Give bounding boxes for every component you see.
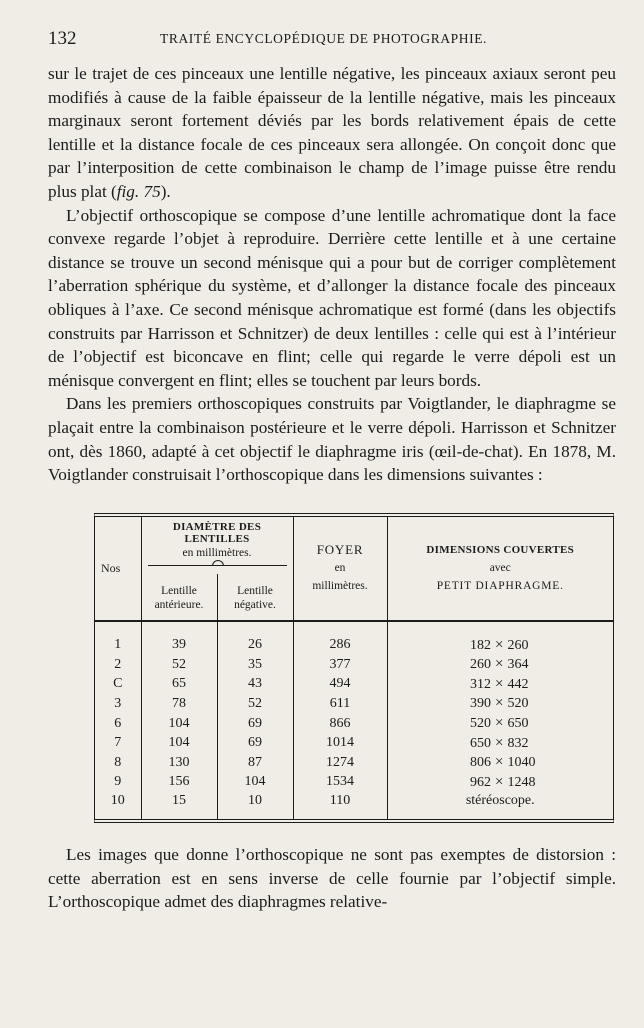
cell-front-lens: 130 <box>141 753 217 773</box>
cell-focal: 377 <box>293 655 387 675</box>
paragraph-3: Dans les premiers orthoscopiques construits par Voigtlander, le diaphragme se plaçait entre la combinaison postérieure et le verre dépoli. Harrisson et Schnitzer ont, dès 1860, adapté à cet objectif le diaphragme iris (œil-de-chat). En 1878, M. Voigtlander construisait l’orthoscopique dans les dimensions suivantes : <box>48 394 616 485</box>
cell-number: 8 <box>95 753 141 773</box>
header-focal <box>293 517 387 621</box>
table-row <box>95 753 613 773</box>
table-row <box>95 714 613 734</box>
cell-dimensions <box>387 694 613 714</box>
cell-focal: 1274 <box>293 753 387 773</box>
times-sign: × <box>495 773 504 790</box>
times-sign: × <box>495 695 504 712</box>
paragraph-2: L’objectif orthoscopique se compose d’une lentille achromatique dont la face convexe regarde l’objet à reproduire. Derrière cette lentille et à une certaine distance se trouve un second ménisque qui a pour but de corriger complètement l’aberration sphérique du système, et d’allonger la distance focale des pinceaux obliques à l’axe. Ce second ménisque achromatique est formé (dans les objectifs construits par Harrisson et Schnitzer) de deux lentilles : celle qui est à l’intérieur de l’objectif est biconcave en flint; celle qui regarde le verre dépoli est un ménisque convergent en flint; elles se touchent par leurs bords. <box>48 205 616 390</box>
header-dimensions-title: DIMENSIONS COUVERTES <box>426 544 575 557</box>
paragraph-1 <box>48 62 616 204</box>
times-sign: × <box>495 636 504 653</box>
table-row <box>95 694 613 714</box>
cell-negative-lens: 87 <box>217 753 293 773</box>
header-diameter <box>141 517 293 574</box>
times-sign: × <box>495 675 504 692</box>
cell-focal: 110 <box>293 792 387 819</box>
times-sign: × <box>495 754 504 771</box>
cell-negative-lens: 43 <box>217 675 293 695</box>
cell-number: 3 <box>95 694 141 714</box>
cell-dimensions <box>387 714 613 734</box>
cell-front-lens: 39 <box>141 621 217 656</box>
cell-negative-lens: 10 <box>217 792 293 819</box>
figure-reference: fig. 75 <box>116 181 161 201</box>
cell-dimensions <box>387 621 613 656</box>
cell-dimensions <box>387 773 613 793</box>
cell-dimensions <box>387 734 613 754</box>
cell-front-lens: 104 <box>141 714 217 734</box>
cell-number: 9 <box>95 773 141 793</box>
cell-focal: 494 <box>293 675 387 695</box>
cell-number: 7 <box>95 734 141 754</box>
header-dimensions-avec: avec <box>489 562 511 575</box>
dim-width: 806 <box>470 755 492 771</box>
dim-height: 1040 <box>507 755 536 771</box>
cell-front-lens: 78 <box>141 694 217 714</box>
dim-width: 312 <box>470 676 492 692</box>
times-sign: × <box>495 715 504 732</box>
header-focal-title: FOYER <box>316 542 364 558</box>
header-front-lens: Lentille antérieure. <box>141 574 217 621</box>
cell-negative-lens: 52 <box>217 694 293 714</box>
cell-front-lens: 104 <box>141 734 217 754</box>
cell-focal: 1534 <box>293 773 387 793</box>
times-sign: × <box>495 734 504 751</box>
lens-dimensions-table-frame <box>94 513 614 823</box>
cell-negative-lens: 26 <box>217 621 293 656</box>
dim-height: 650 <box>507 716 529 732</box>
dim-height: 520 <box>507 696 529 712</box>
dim-width: 260 <box>470 657 492 673</box>
paragraph-1-end: ). <box>160 181 171 201</box>
table-row <box>95 792 613 819</box>
dim-width: 182 <box>470 637 492 653</box>
cell-negative-lens: 35 <box>217 655 293 675</box>
dim-width: 520 <box>470 716 492 732</box>
running-head <box>48 28 616 54</box>
dim-width: 650 <box>470 735 492 751</box>
cell-dimensions <box>387 753 613 773</box>
table-row <box>95 621 613 656</box>
cell-focal: 1014 <box>293 734 387 754</box>
header-focal-unit: millimètres. <box>312 580 368 593</box>
dim-width: 390 <box>470 696 492 712</box>
cell-dimensions <box>387 675 613 695</box>
dim-height: 260 <box>507 637 529 653</box>
lens-dimensions-table <box>95 517 613 819</box>
cell-front-lens: 15 <box>141 792 217 819</box>
dim-height: 442 <box>507 676 529 692</box>
dim-width: 962 <box>470 774 492 790</box>
cell-focal: 611 <box>293 694 387 714</box>
header-dimensions-diaphragm: PETIT DIAPHRAGME. <box>436 580 564 593</box>
header-diameter-title: DIAMÈTRE DES LENTILLES <box>172 520 262 545</box>
cell-negative-lens: 104 <box>217 773 293 793</box>
cell-number: 10 <box>95 792 141 819</box>
cell-dimensions: stéréoscope. <box>465 793 535 809</box>
cell-number: C <box>95 675 141 695</box>
cell-front-lens: 156 <box>141 773 217 793</box>
cell-negative-lens: 69 <box>217 714 293 734</box>
dim-height: 364 <box>507 657 529 673</box>
header-dimensions <box>387 517 613 621</box>
running-title: TRAITÉ ENCYCLOPÉDIQUE DE PHOTOGRAPHIE. <box>160 31 488 46</box>
cell-front-lens: 52 <box>141 655 217 675</box>
header-diameter-unit: en millimètres. <box>182 546 252 559</box>
paragraph-4: Les images que donne l’orthoscopique ne sont pas exemptes de distorsion : cette aberration est en sens inverse de celle fournie par l’objectif simple. L’orthoscopique admet des diaphragmes relative- <box>48 845 616 912</box>
table-body <box>95 621 613 819</box>
cell-dimensions <box>387 655 613 675</box>
dim-height: 832 <box>507 735 529 751</box>
cell-front-lens: 65 <box>141 675 217 695</box>
cell-number: 6 <box>95 714 141 734</box>
table-row <box>95 734 613 754</box>
table-row <box>95 655 613 675</box>
cell-focal: 286 <box>293 621 387 656</box>
page-number: 132 <box>48 28 77 49</box>
header-focal-en: en <box>334 562 346 575</box>
header-brace <box>148 565 287 574</box>
cell-number: 2 <box>95 655 141 675</box>
header-numbers: Nos <box>95 517 141 621</box>
header-negative-lens: Lentille négative. <box>217 574 293 621</box>
times-sign: × <box>495 656 504 673</box>
cell-negative-lens: 69 <box>217 734 293 754</box>
paragraph-1-text: sur le trajet de ces pinceaux une lentille négative, les pinceaux axiaux seront peu modifiés à cause de la faible épaisseur de la lentille négative, mais les pinceaux marginaux seront fortement déviés par les bords relativement épais de cette lentille et la distance focale de ces pinceaux sera allongée. On conçoit donc que par l’interposition de cette combinaison le champ de l’image puisse être rendu plus plat ( <box>48 64 616 201</box>
table-row <box>95 675 613 695</box>
cell-focal: 866 <box>293 714 387 734</box>
table-row <box>95 773 613 793</box>
dim-height: 1248 <box>507 774 536 790</box>
cell-number: 1 <box>95 621 141 656</box>
